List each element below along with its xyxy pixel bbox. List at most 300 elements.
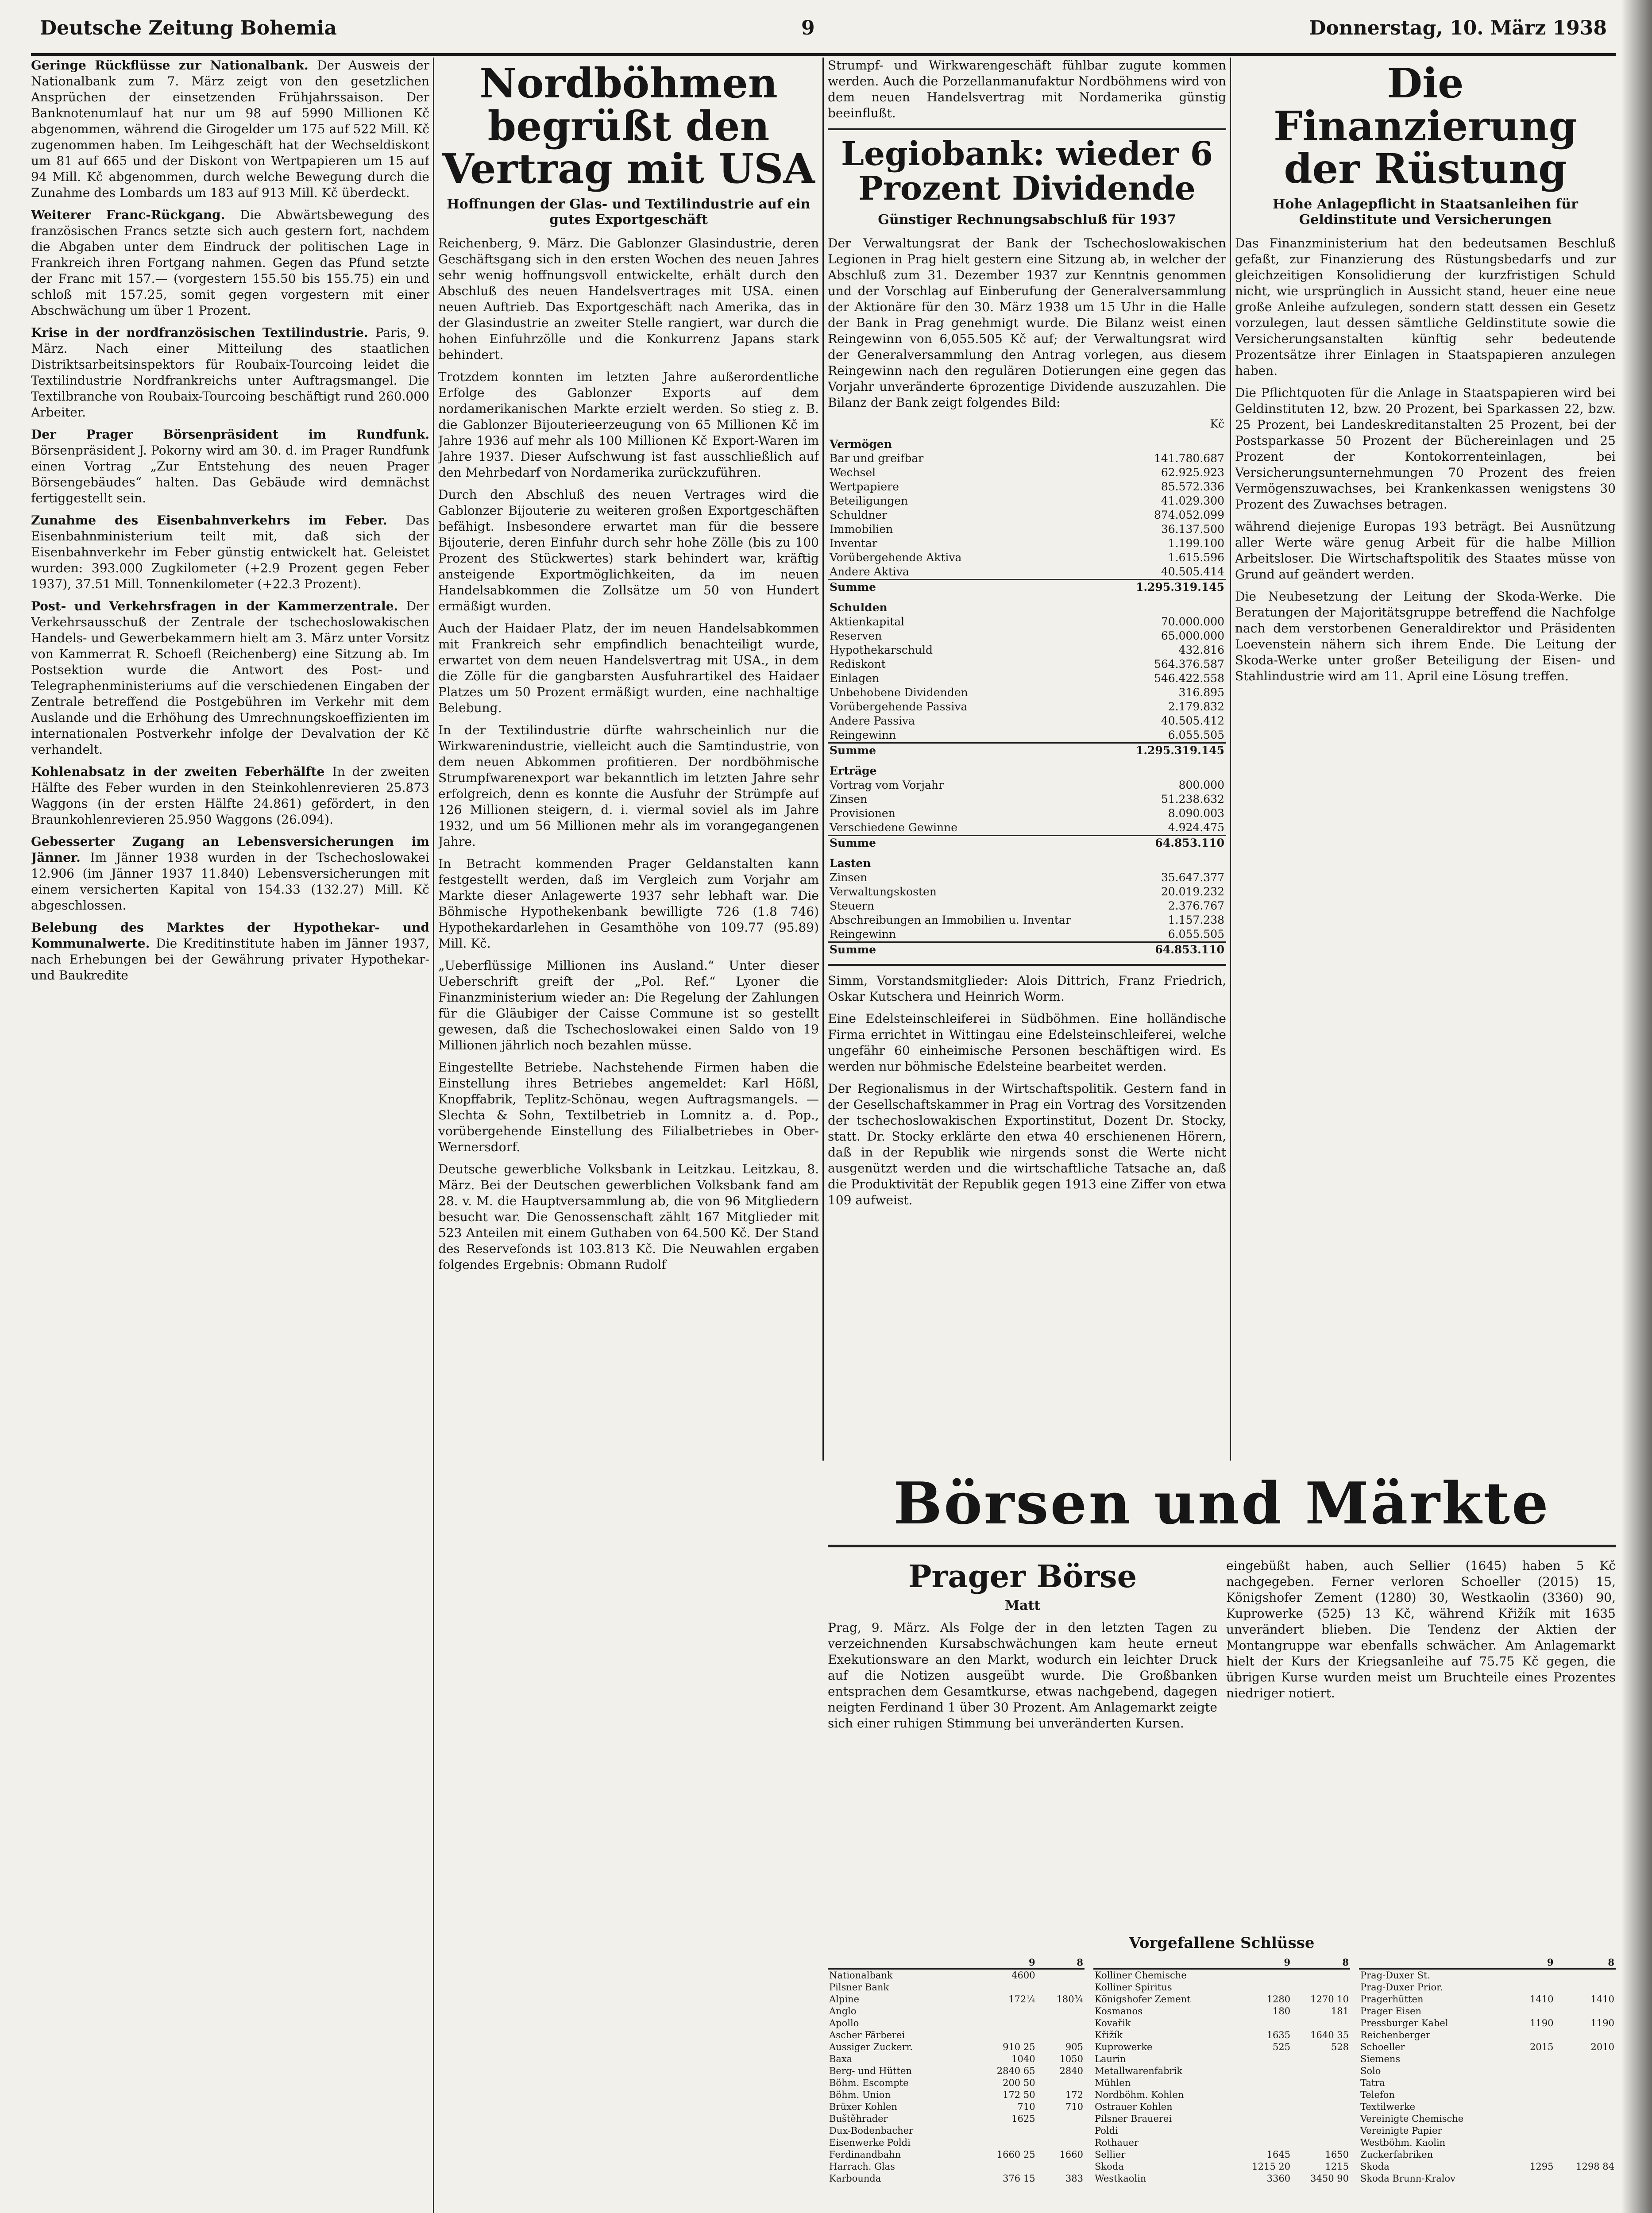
quotes-subtable [1359,1956,1616,2185]
quote-row [1359,2161,1616,2173]
balance-value: 70.000.000 [1161,615,1224,628]
balance-row [828,629,1226,643]
balance-label: Steuern [830,899,874,913]
balance-label: Reingewinn [830,729,896,742]
quote-value: 1190 [1529,2018,1554,2028]
balance-label: Provisionen [830,807,895,820]
quote-value: 1640 35 [1310,2030,1349,2040]
quote-value [1037,2029,1085,2041]
quote-name: Kovařik [1095,2018,1131,2028]
quote-name: Anglo [829,2006,857,2016]
balance-sum-row [828,743,1226,758]
balance-sum-value: 64.853.110 [1117,942,1226,957]
quote-value: 3450 90 [1310,2173,1349,2184]
balance-value: 4.924.475 [1168,821,1224,834]
quote-value: 1190 [1590,2018,1614,2028]
quote-value: 710 [1017,2101,1035,2112]
balance-value: 85.572.336 [1161,480,1224,493]
quote-value [1037,2017,1085,2029]
quote-name: Prag-Duxer Prior. [1360,1982,1443,1993]
balance-row [828,806,1226,821]
quote-head [1093,1956,1233,1969]
balance-group [828,431,1226,451]
divider [828,964,1226,966]
quote-value [1516,1969,1555,1982]
quote-head: 8 [1037,1956,1085,1969]
article-paragraph: Die Pflichtquoten für die Anlage in Staatspapieren wird bei Geldinstituten 12, bzw. 20 Prozent, bei Sparkassen 22, bzw. 25 Prozent, bei Landeskreditanstalten 25 Prozent, bei der Postsparkasse 50 Prozent der Büchereinlagen und 25 Prozent der Kontokorrenteinlagen, bei Versicherungsunternehmungen 70 Prozent des freien Vermögenszuwachses, bei Krankenkassen wenigstens 30 Prozent des Zuwachses betragen. [1235,385,1616,512]
balance-value: 20.019.232 [1161,885,1224,898]
quote-name: Berg- und Hütten [829,2066,912,2076]
quote-row [1093,2137,1350,2149]
article-paragraph: Simm, Vorstandsmitglieder: Alois Dittrich, Franz Friedrich, Oskar Kutschera und Heinrich Worm. [828,973,1226,1004]
balance-sum-value: 1.295.319.145 [1117,743,1226,758]
quote-name: Kolliner Spiritus [1095,1982,1172,1993]
quote-value: 1295 [1529,2161,1554,2172]
column-usa-treaty [438,58,819,2213]
quote-row [828,2149,1085,2161]
quote-row [1093,2125,1350,2137]
quote-name: Nationalbank [829,1970,893,1981]
quote-value: 1625 [1011,2113,1035,2124]
quote-value [1555,2101,1616,2113]
news-brief-text: Das Eisenbahnministerium teilt mit, daß sich der Eisenbahnverkehr im Feber günstig entwickelt hat. Geleistet wurden: 393.000 Zugkilometer (+2.9 Prozent gegen Feber 1937), 37.51 Mill. Tonnenkilometer (+22.3 Prozent). [31,513,429,591]
quote-value [1292,2101,1350,2113]
quote-value [1037,1982,1085,1993]
quote-row [1093,2173,1350,2185]
quote-value [1555,2113,1616,2125]
quote-value [1516,2125,1555,2137]
quote-row [1093,2113,1350,2125]
quotes-header-row [1093,1956,1350,1969]
quote-name: Alpine [829,1994,859,2005]
balance-sum-label: Summe [828,580,1117,595]
quote-value [1233,2077,1292,2089]
quote-value: 2840 [1059,2066,1083,2076]
quote-name: Pilsner Bank [829,1982,889,1993]
quote-value: 910 25 [1003,2042,1035,2052]
newspaper-name: Deutsche Zeitung Bohemia [40,17,337,39]
balance-label: Wertpapiere [830,480,899,493]
balance-label: Schuldner [830,509,888,522]
quote-value [1516,2077,1555,2089]
balance-value: 1.157.238 [1168,914,1224,927]
quote-value: 1215 [1325,2161,1349,2172]
quote-name: Harrach. Glas [829,2161,895,2172]
balance-label: Zinsen [830,793,868,806]
quote-row [1359,2065,1616,2077]
balance-sheet-table [828,417,1226,957]
balance-label: Vorübergehende Passiva [830,700,968,713]
prague-exchange-title: Prager Börse [908,1558,1137,1595]
news-brief-title: Gebesserter Zugang an Lebensversicherungen im Jänner. [31,834,429,865]
balance-value: 8.090.003 [1168,807,1224,820]
balance-label: Andere Passiva [830,714,915,728]
balance-group [828,850,1226,871]
legiobank-headline: Legiobank: wieder 6 Prozent Dividende [841,135,1213,208]
prague-report-text: eingebüßt haben, auch Sellier (1645) haben 5 Kč nachgegeben. Ferner verloren Schoeller (2015) 15, Königshofer Zement (1280) 30, Westkaolin (3360) 90, Kuprowerke (525) 13 Kč, während Křižík mit 1635 unverändert blieben. Die Tendenz der Aktien der Montangruppe war ebenfalls schwächer. Am Anlagemarkt hielt der Kurs der Kriegsanleihe auf 75.75 Kč gegen, die übrigen Kurse wurden meist um Bruchteile eines Prozentes niedriger notiert. [1226,1558,1616,1700]
balance-row [828,508,1226,522]
news-brief-title: Weiterer Franc-Rückgang. [31,208,240,222]
balance-value: 432.816 [1178,644,1224,657]
quote-name: Kosmanos [1095,2006,1143,2016]
quote-value [969,1982,1037,1993]
quote-value: 172 50 [1003,2090,1035,2100]
balance-row [828,536,1226,551]
quote-value [969,2161,1037,2173]
quote-row [1093,2161,1350,2173]
quote-value: 1270 10 [1310,1994,1349,2005]
quote-row [828,1982,1085,1993]
quote-value: 2840 65 [996,2066,1035,2076]
balance-label: Unbehobene Dividenden [830,686,968,699]
quote-value [1037,2113,1085,2125]
quote-name: Baxa [829,2054,853,2064]
quote-row [1093,2101,1350,2113]
balance-label: Andere Aktiva [830,565,909,578]
balance-value: 51.238.632 [1161,793,1224,806]
quote-row [828,2173,1085,2185]
quote-row [1359,2017,1616,2029]
balance-row [828,657,1226,671]
news-brief-text: Die Abwärtsbewegung des französischen Francs setzte sich auch gestern fort, nachdem die Abgaben unter dem Eindruck der politischen Lage in Frankreich ihren Fortgang nahmen. Gegen das Pfund setzte der Franc mit 157.— (vorgestern 155.50 bis 155.75) ein und schloß mit 157.25, somit gegen vorgestern mit einer Abschwächung um über 1 Prozent. [31,208,429,318]
article-paragraph: Eine Edelsteinschleiferei in Südböhmen. Eine holländische Firma errichtet in Wittingau eine Edelsteinschleiferei, welche ungefähr 60 einheimische Personen beschäftigen wird. Es werden nur böhmische Edelsteine bearbeitet werden. [828,1011,1226,1074]
quote-row [1359,2137,1616,2149]
balance-value: 1.615.596 [1168,551,1224,564]
balance-value: 874.052.099 [1154,509,1224,522]
quote-value [1516,2065,1555,2077]
armament-subhead: Hohe Anlagepflicht in Staatsanleihen für Geldinstitute und Versicherungen [1273,196,1578,227]
quote-value [1292,2017,1350,2029]
article-paragraph: Der Regionalismus in der Wirtschaftspolitik. Gestern fand in der Gesellschaftskammer in Prag ein Vortrag des Vorsitzenden der tschechoslowakischen Exportinstitut, Dozent Dr. Stocky, statt. Dr. Stocky erklärte den etwa 40 erschienenen Hörern, daß in der Republik wie nirgends sonst die Werte nicht ausgenützt werden und die wirtschaftliche Tatsache an, daß die Produktivität der Republik gegen 1913 eine Ziffer von etwa 109 aufweist. [828,1081,1226,1208]
quote-name: Aussiger Zuckerr. [829,2042,913,2052]
quote-name: Ascher Färberei [829,2030,905,2040]
quote-value [1516,2173,1555,2185]
quote-value [1555,2065,1616,2077]
quote-value [1516,2089,1555,2101]
quote-row [828,1969,1085,1982]
news-brief-title: Zunahme des Eisenbahnverkehrs im Feber. [31,513,406,528]
column-news-briefs [31,58,429,2213]
quote-value [1516,2005,1555,2017]
quote-value [1555,2077,1616,2089]
quote-row [1093,2053,1350,2065]
article-paragraph: während diejenige Europas 193 beträgt. Bei Ausnützung aller Werte wäre genug Arbeit für die halbe Million Arbeitsloser. Die Wirtschaftspolitik des Staates müsse von Grund auf geändert werden. [1235,519,1616,582]
quote-name: Böhm. Union [829,2090,891,2100]
quote-row [828,2101,1085,2113]
balance-value: 564.376.587 [1154,658,1224,671]
page-edge-shadow [1621,0,1652,2213]
quote-row [1093,2089,1350,2101]
quote-value [969,2029,1037,2041]
quote-value: 1635 [1266,2030,1291,2040]
balance-row [828,615,1226,629]
issue-date: Donnerstag, 10. März 1938 [1309,17,1607,39]
quote-value: 172 [1065,2090,1083,2100]
quote-name: Křižík [1095,2030,1123,2040]
balance-currency: Kč [1210,417,1224,431]
quote-row [1359,2053,1616,2065]
balance-row [828,480,1226,494]
balance-sum-value: 64.853.110 [1117,836,1226,851]
article-paragraph: Deutsche gewerbliche Volksbank in Leitzkau. Leitzkau, 8. März. Bei der Deutschen gewerblichen Volksbank fand am 28. v. M. die Hauptversammlung ab, die von 96 Mitgliedern besucht war. Die Genossenschaft zählt 167 Mitglieder mit 523 Anteilen mit einem Guthaben von 64.500 Kč. Der Stand des Reservefonds ist 103.813 Kč. Die Neuwahlen ergaben folgendes Ergebnis: Obmann Rudolf [438,1161,819,1272]
news-brief-title: Der Prager Börsenpräsident im Rundfunk. [31,427,429,442]
quote-value: 180 [1273,2006,1291,2016]
balance-row [828,686,1226,700]
prague-report-text: Prag, 9. März. Als Folge der in den letzten Tagen zu verzeichnenden Kursabschwächungen kam heute erneut Exekutionsware an den Markt, wodurch ein leichter Druck auf die Notizen ausgeübt wurde. Die Großbanken entsprachen dem Gesamtkurse, etwas nachgebend, dagegen neigten Ferdinand 1 über 30 Prozent. Am Anlagemarkt zeigte sich einer ruhigen Stimmung bei unveränderten Kursen. [828,1620,1217,1731]
column-rule [822,58,824,1461]
quote-row [1093,2029,1350,2041]
article-intro: Strumpf- und Wirkwarengeschäft fühlbar zugute kommen werden. Auch die Porzellanmanufaktur Nordböhmens wird von dem neuen Handelsvertrag mit Nordamerika günstig beeinflußt. [828,58,1226,120]
quote-value [1555,2137,1616,2149]
balance-row [828,522,1226,536]
balance-value: 41.029.300 [1161,494,1224,508]
quote-value: 4600 [1011,1970,1035,1981]
balance-label: Inventar [830,537,877,550]
quote-value [1233,2137,1292,2149]
quote-row [1359,2125,1616,2137]
column-lower-news [828,973,1226,1208]
quote-row [1359,2113,1616,2125]
quote-row [1359,2077,1616,2089]
quote-row [1359,2005,1616,2017]
article-paragraph: Eingestellte Betriebe. Nachstehende Firmen haben die Einstellung ihres Betriebes angemeldet: Karl Hößl, Knopffabrik, Teplitz-Schönau, wegen Auftragsmangels. — Slechta & Sohn, Textilbetrieb in Lomnitz a. d. Pop., vorübergehende Einstellung des Filialbetriebes in Ober-Wernersdorf. [438,1060,819,1154]
news-brief [31,207,429,319]
quote-value [969,2017,1037,2029]
balance-sum-label: Summe [828,942,1117,957]
quote-value [1037,2161,1085,2173]
news-brief [31,764,429,828]
news-brief-text: Börsenpräsident J. Pokorny wird am 30. d. im Prager Rundfunk einen Vortrag „Zur Entstehung des neuen Prager Börsengebäudes“ halten. Das Gebäude wird demnächst fertiggestellt sein. [31,443,429,505]
news-brief [31,920,429,983]
balance-row [828,821,1226,836]
quote-row [1359,2041,1616,2053]
balance-group-label: Vermögen [830,438,892,451]
quotes-column [1359,1956,1616,2185]
news-brief-title: Kohlenabsatz in der zweiten Feberhälfte [31,764,332,779]
balance-label: Einlagen [830,672,880,685]
quote-name: Schoeller [1360,2042,1405,2052]
news-brief [31,325,429,420]
quote-value: 905 [1065,2042,1083,2052]
quote-value [1516,2149,1555,2161]
armament-body [1235,235,1616,684]
quote-row [1093,1969,1350,1982]
balance-row [828,714,1226,728]
news-brief-text: Der Verkehrsausschuß der Zentrale der tschechoslowakischen Handels- und Gewerbekammern hielt am 3. März unter Vorsitz von Kammerrat R. Schoefl (Reichenberg) eine Sitzung ab. Im Postsektion wurde die Antwort des Post- und Telegraphenministeriums auf die verschiedenen Eingaben der Zentrale betreffend die Postgebühren im Verkehr mit dem Auslande und die Erhöhung des Umrechnungskoeffizienten im internationalen Postverkehr infolge der Devalvation der Kč verhandelt. [31,599,429,757]
quotes-header-row [1359,1956,1616,1969]
news-brief-text: In der zweiten Hälfte des Feber wurden in den Steinkohlenrevieren 25.873 Waggons (in der ersten Hälfte 24.861) gefördert, in den Braunkohlenrevieren 25.950 Waggons (26.094). [31,764,429,827]
balance-label: Bar und greifbar [830,452,924,465]
quote-head: 8 [1292,1956,1350,1969]
quote-row [1093,1993,1350,2005]
legiobank-subhead: Günstiger Rechnungsabschluß für 1937 [878,212,1176,228]
quote-value [1233,2065,1292,2077]
balance-group-label: Lasten [830,857,871,870]
quote-row [828,2125,1085,2137]
quotes-column [1093,1956,1350,2185]
article-paragraph: In Betracht kommenden Prager Geldanstalten kann festgestellt werden, daß im Vergleich zum Vorjahr am Markte dieser Anlagewerte 1937 sehr lebhaft war. Die Böhmische Hypothekenbank bewilligte 726 (1.8 746) Hypothekardarlehen in Gesamthöhe von 109.77 (95.89) Mill. Kč. [438,856,819,951]
prague-exchange-report [828,1620,1217,1930]
quote-value: 180¾ [1056,1994,1083,2005]
quote-value [1555,2005,1616,2017]
balance-group [828,594,1226,615]
news-brief-title: Belebung des Marktes der Hypothekar- und Kommunalwerte. [31,920,429,951]
quote-value [969,2125,1037,2137]
prague-exchange-tendency: Matt [1004,1598,1041,1613]
column-legiobank [828,58,1226,1461]
balance-value: 546.422.558 [1154,672,1224,685]
balance-sum-row [828,580,1226,595]
quote-value [1555,1982,1616,1993]
news-brief [31,513,429,592]
quote-name: Sellier [1095,2149,1126,2160]
quote-name: Tatra [1360,2078,1385,2088]
quote-value [1292,2053,1350,2065]
quote-value [969,2137,1037,2149]
quote-name: Kuprowerke [1095,2042,1153,2052]
quote-value: 200 50 [1003,2078,1035,2088]
quotes-table-title: Vorgefallene Schlüsse [1129,1934,1315,1952]
quote-name: Buštěhrader [829,2113,888,2124]
quote-name: Telefon [1360,2090,1395,2100]
armament-headline: Die Finanzierung der Rüstung [1274,59,1577,193]
column-rule [1230,58,1231,1461]
article-paragraph: Trotzdem konnten im letzten Jahre außerordentliche Erfolge des Gablonzer Exports auf dem nordamerikanischen Markte erzielt werden. So stieg z. B. die Gablonzer Bijouterieerzeugung von 65 Millionen Kč im Jahre 1936 auf mehr als 100 Millionen Kč Export-Waren im Jahre 1937. Dieser Aufschwung ist fast ausschließlich auf den Mehrbedarf von Nordamerika zurückzuführen. [438,369,819,480]
balance-label: Zinsen [830,871,868,884]
legiobank-text: Der Verwaltungsrat der Bank der Tschechoslowakischen Legionen in Prag hielt gestern eine Sitzung ab, in welcher der Abschluß zum 31. Dezember 1937 zur Kenntnis genommen und der Vorschlag auf Einberufung der Generalversammlung der Aktionäre für den 30. März 1938 um 15 Uhr in die Halle der Bank in Prag genehmigt wurde. Die Bilanz weist einen Reingewinn von 6,055.505 Kč auf; der Verwaltungsrat wird der Generalversammlung den Antrag vorlegen, aus diesem Reingewinn nach den regulären Dotierungen eine gegen das Vorjahr unveränderte 6prozentige Dividende auszuzahlen. Die Bilanz der Bank zeigt folgendes Bild: [828,236,1226,410]
quote-row [828,2077,1085,2089]
balance-label: Reingewinn [830,928,896,941]
quote-name: Skoda Brunn-Kralov [1360,2173,1456,2184]
quote-row [828,2089,1085,2101]
balance-value: 2.179.832 [1168,700,1224,713]
columns-area [31,9,1616,2213]
quote-row [1093,2005,1350,2017]
quote-value: 710 [1065,2101,1083,2112]
balance-sum-value: 1.295.319.145 [1117,580,1226,595]
quote-value [1555,2125,1616,2137]
balance-row [828,778,1226,792]
news-brief [31,598,429,758]
quote-value: 1410 [1529,1994,1554,2005]
news-brief [31,834,429,914]
quote-value: 383 [1065,2173,1083,2184]
quote-value [1233,2125,1292,2137]
quote-value: 1215 20 [1252,2161,1291,2172]
balance-row [828,551,1226,565]
quote-value [1037,2005,1085,2017]
quote-name: Metallwarenfabrik [1095,2066,1183,2076]
quote-value: 1040 [1011,2054,1035,2064]
balance-label: Vortrag vom Vorjahr [830,779,944,792]
news-brief [31,427,429,506]
quote-value [1233,1982,1292,1993]
quote-row [1093,1982,1350,1993]
stock-quotes-table [828,1956,1616,2213]
quote-value [1516,2137,1555,2149]
article-paragraph: In der Textilindustrie dürfte wahrscheinlich nur die Wirkwarenindustrie, vielleicht auch die Samtindustrie, von dem neuen Abkommen profitieren. Der nordböhmische Strumpfwarenexport war bekanntlich im letzten Jahre sehr erfolgreich, denn es konnte die Ausfuhr der Strümpfe auf 126 Millionen steigern, d. i. viermal soviel als im Jahre 1932, und um 56 Millionen mehr als im vorangegangenen Jahre. [438,722,819,849]
usa-treaty-headline: Nordböhmen begrüßt den Vertrag mit USA [442,59,815,193]
balance-value: 316.895 [1178,686,1224,699]
usa-treaty-body [438,235,819,1273]
quote-name: Eisenwerke Poldi [829,2137,911,2148]
balance-sum-row [828,836,1226,851]
divider [828,128,1226,130]
quote-value: 1298 84 [1576,2161,1614,2172]
quote-row [1359,1982,1616,1993]
balance-row [828,643,1226,657]
quotes-column [828,1956,1085,2185]
quote-value [1292,2065,1350,2077]
quote-value [1555,2149,1616,2161]
balance-label: Verschiedene Gewinne [830,821,958,834]
balance-row [828,792,1226,806]
balance-label: Wechsel [830,466,876,479]
quote-head [1359,1956,1516,1969]
quote-name: Poldi [1095,2125,1118,2136]
quote-value [1292,2113,1350,2125]
quote-value [1292,2137,1350,2149]
quote-value [969,2005,1037,2017]
quote-value [1233,2113,1292,2125]
quote-row [1093,2065,1350,2077]
quote-value [1233,2017,1292,2029]
quote-value [1555,2029,1616,2041]
quote-value [1555,2173,1616,2185]
quote-value: 525 [1273,2042,1291,2052]
balance-row [828,899,1226,913]
quote-value [1292,2089,1350,2101]
quote-value [1233,2089,1292,2101]
article-paragraph: Das Finanzministerium hat den bedeutsamen Beschluß gefaßt, zur Finanzierung des Rüstungsbedarfs und zur gleichzeitigen Konsolidierung der kurzfristigen Schuld nicht, wie ursprünglich in Aussicht stand, heuer eine neue große Anleihe aufzulegen, sondern statt dessen ein Gesetz vorzulegen, laut dessen sämtliche Geldinstitute sowie die Versicherungsanstalten künftig sehr bedeutende Prozentsätze ihrer Einlagen in Staatspapieren anzulegen haben. [1235,235,1616,378]
quotes-subtable [828,1956,1085,2185]
news-brief-title: Krise in der nordfranzösischen Textilindustrie. [31,325,375,340]
balance-row [828,885,1226,899]
balance-value: 40.505.412 [1161,714,1224,728]
article-paragraph: „Ueberflüssige Millionen ins Ausland.“ Unter dieser Ueberschrift greift der „Pol. Ref.“ Lyoner die Finanzministerium wieder an: Die Regelung der Zahlungen für die Gläubiger der Caisse Commune ist so gestellt gewesen, daß die Tschechoslowakei einen Saldo von 19 Millionen jährlich noch bezahlen müsse. [438,958,819,1053]
quote-value [1233,2101,1292,2113]
news-brief-text: Paris, 9. März. Nach einer Mitteilung des staatlichen Distriktsarbeitsinspektors für Roubaix-Tourcoing leidet die Textilindustrie Nordfrankreichs unter Auftragsmangel. Die Textilbranche von Roubaix-Tourcoing beschäftigt rund 260.000 Arbeiter. [31,325,429,420]
quote-value [1516,2113,1555,2125]
balance-row [828,671,1226,686]
quote-value [1516,1982,1555,1993]
quote-row [828,2137,1085,2149]
news-brief [31,58,429,201]
quote-value [1516,2029,1555,2041]
balance-sum-label: Summe [828,743,1117,758]
quote-value [1037,2125,1085,2137]
quote-row [1359,2029,1616,2041]
balance-value: 6.055.505 [1168,729,1224,742]
balance-label: Aktienkapital [830,615,905,628]
quote-value: 2015 [1529,2042,1554,2052]
quote-name: Vereinigte Papier [1360,2125,1442,2136]
quote-name: Pragerhütten [1360,1994,1424,2005]
quote-head: 9 [1516,1956,1555,1969]
balance-row [828,728,1226,743]
article-paragraph: Durch den Abschluß des neuen Vertrages wird die Gablonzer Bijouterie zu weiteren großen Exportgeschäften befähigt. Insbesondere erwartet man für die bessere Bijouterie, deren Einfuhr durch sehr hohe Zölle (bis zu 100 Prozent des Stückwertes) stark behindert war, kräftig ansteigende Exportmöglichkeiten, da im neuen Handelsabkommen die Zollsätze um 50 von Hundert ermäßigt wurden. [438,487,819,613]
quote-row [828,2017,1085,2029]
quote-row [1359,1993,1616,2005]
balance-group-label: Schulden [830,601,888,614]
quote-row [1093,2017,1350,2029]
quote-value: 1410 [1590,1994,1614,2005]
quote-name: Zuckerfabriken [1360,2149,1433,2160]
balance-sum-label: Summe [828,836,1117,851]
page-number: 9 [801,17,815,39]
balance-row [828,565,1226,580]
quote-name: Karbounda [829,2173,881,2184]
